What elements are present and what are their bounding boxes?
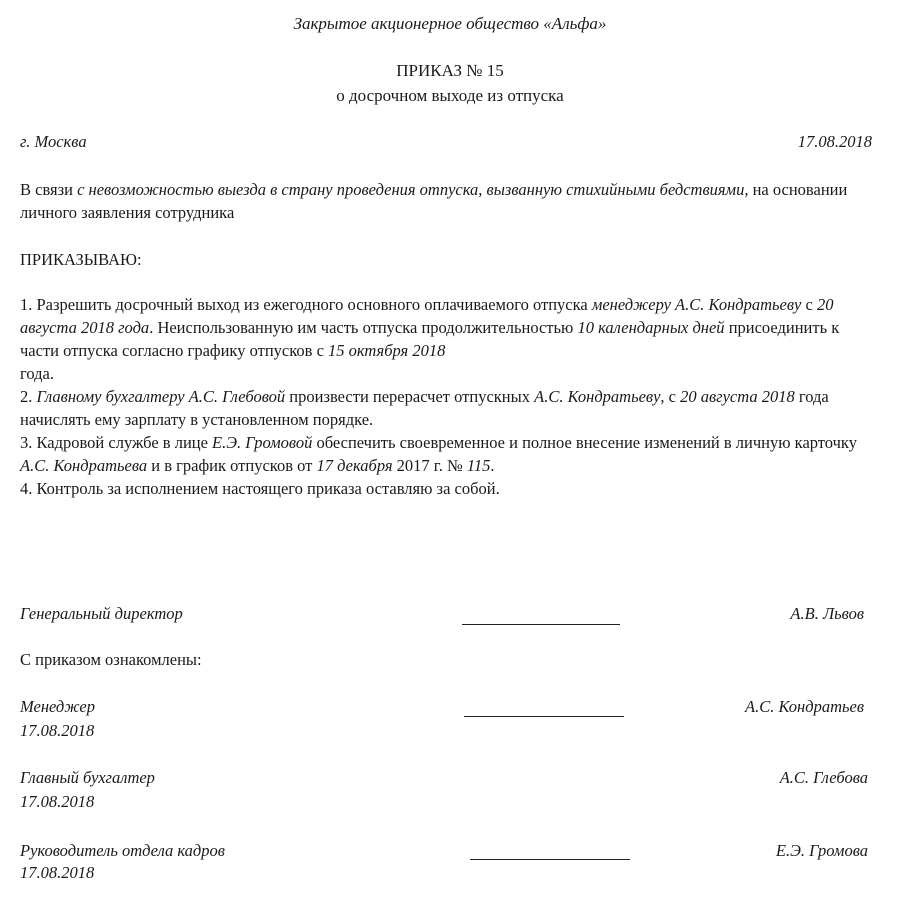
item-1 xyxy=(20,293,882,385)
order-date: 17.08.2018 xyxy=(797,132,872,151)
item-3-d: А.С. Кондратьева xyxy=(20,456,148,475)
signer-date: 17.08.2018 xyxy=(20,863,95,882)
order-items xyxy=(20,293,882,500)
order-title: ПРИКАЗ № 15 xyxy=(396,61,504,80)
preamble-reason: с невозможностью выезда в страну проведения отпуска, вызванную стихийными бедствиями xyxy=(77,180,745,199)
item-1-g: присоединить к части отпуска согласно графику отпусков с xyxy=(20,318,840,360)
item-3-e: и в график отпусков от xyxy=(147,456,317,475)
item-2-g: года начислять ему зарплату в установленном порядке. xyxy=(20,387,829,429)
item-3-f: 17 декабря xyxy=(316,456,393,475)
director-signature-line xyxy=(462,624,620,625)
item-1-h: 15 октября 2018 xyxy=(328,341,446,360)
item-1-c: с xyxy=(801,295,817,314)
signer-name: Е.Э. Громова xyxy=(775,841,868,860)
item-1-b: менеджеру А.С. Кондратьеву xyxy=(591,295,802,314)
signer-position: Главный бухгалтер xyxy=(20,768,155,787)
item-2-c: произвести перерасчет отпускных xyxy=(285,387,535,406)
item-2-b: Главному бухгалтеру А.С. Глебовой xyxy=(36,387,286,406)
item-1-a: 1. Разрешить досрочный выход из ежегодного основного оплачиваемого отпуска xyxy=(20,295,592,314)
signer-date: 17.08.2018 xyxy=(20,792,95,811)
item-3-g: 2017 г. № xyxy=(392,456,467,475)
signer-position: Менеджер xyxy=(20,697,95,716)
preamble-text-1: В связи xyxy=(20,180,78,199)
signer-signature-line xyxy=(464,716,624,717)
item-3-h: 115 xyxy=(466,456,491,475)
item-2-d: А.С. Кондратьеву xyxy=(534,387,661,406)
item-3-c: обеспечить своевременное и полное внесение изменений в личную карточку xyxy=(312,433,857,452)
signer-name: А.С. Кондратьев xyxy=(745,697,864,716)
item-2-a: 2. xyxy=(20,387,37,406)
item-3-b: Е.Э. Громовой xyxy=(212,433,313,452)
item-2-e: , с xyxy=(660,387,681,406)
preamble-text-2: , на основании личного заявления сотрудника xyxy=(20,180,848,222)
acquainted-label: С приказом ознакомлены: xyxy=(20,650,202,669)
signer-date: 17.08.2018 xyxy=(20,721,95,740)
item-3 xyxy=(20,431,882,477)
preamble xyxy=(20,178,882,224)
director-name: А.В. Львов xyxy=(790,604,864,623)
signer-position: Руководитель отдела кадров xyxy=(20,841,225,860)
item-1-e: . Неиспользованную им часть отпуска продолжительностью xyxy=(149,318,578,337)
item-4: 4. Контроль за исполнением настоящего приказа оставляю за собой. xyxy=(20,479,500,498)
item-2-f: 20 августа 2018 xyxy=(680,387,795,406)
item-1-f: 10 календарных дней xyxy=(577,318,725,337)
order-subtitle: о досрочном выходе из отпуска xyxy=(336,86,564,105)
item-2 xyxy=(20,385,882,431)
item-1-i: года. xyxy=(20,364,54,383)
item-1-d: 20 августа 2018 года xyxy=(20,295,834,337)
item-3-a: 3. Кадровой службе в лице xyxy=(20,433,213,452)
signer-name: А.С. Глебова xyxy=(779,768,868,787)
company-name: Закрытое акционерное общество «Альфа» xyxy=(293,14,607,33)
city: г. Москва xyxy=(20,132,87,151)
order-word: ПРИКАЗЫВАЮ: xyxy=(20,250,142,269)
signer-signature-line xyxy=(470,859,630,860)
item-3-i: . xyxy=(490,456,495,475)
director-position: Генеральный директор xyxy=(20,604,183,623)
